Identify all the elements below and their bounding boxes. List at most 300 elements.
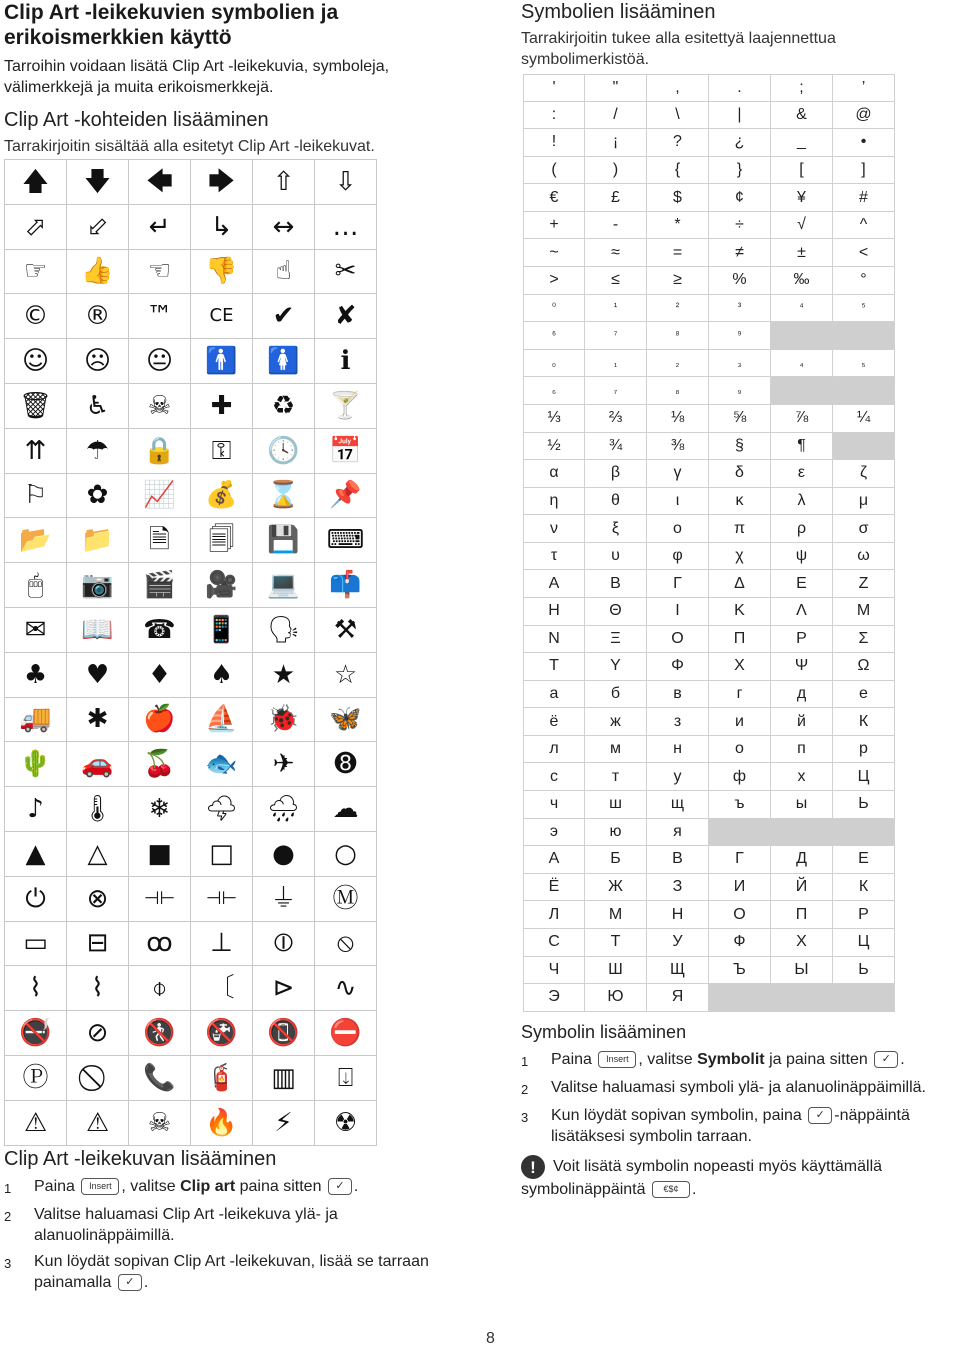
symbol-cell: , [647, 74, 709, 102]
rain-cloud-icon: 🌧 [253, 787, 315, 832]
switch-pole-icon: ⌇ [67, 966, 129, 1011]
symbol-cell: ’ [833, 74, 895, 102]
resistor-icon: ▭ [5, 922, 67, 967]
triangle-outline-icon: △ [67, 832, 129, 877]
flag-icon: ⚐ [5, 474, 67, 519]
symbol-cell: ⅞ [771, 405, 833, 433]
info-icon: ℹ [315, 339, 377, 384]
symbol-cell: ÷ [709, 212, 771, 240]
symbol-cell: ⅝ [709, 405, 771, 433]
symbol-cell: г [709, 681, 771, 709]
symbol-cell: Φ [647, 653, 709, 681]
thumbs-down-icon: 👎 [191, 250, 253, 295]
empty-symbol-cell [833, 819, 895, 847]
symbol-cell: ⁶ [523, 322, 585, 350]
page-title: Clip Art -leikekuvien symbolien ja erikoismerkkien käyttö [4, 1, 339, 49]
symbol-cell: К [833, 708, 895, 736]
open-folder-icon: 📂 [5, 518, 67, 563]
symbol-cell: Θ [585, 598, 647, 626]
symbol-cell: Ё [523, 874, 585, 902]
no-pedestrians-icon: 🚷 [129, 1011, 191, 1056]
symbol-cell: ε [771, 460, 833, 488]
symbol-cell: Ζ [833, 570, 895, 598]
symbol-cell: θ [585, 488, 647, 516]
butterfly-icon: 🦋 [315, 698, 377, 743]
hand-point-right-icon: ☞ [5, 250, 67, 295]
symbol-step-2 [521, 1077, 957, 1100]
no-phones-icon: 📵 [253, 1011, 315, 1056]
symbol-cell: Ι [647, 598, 709, 626]
barcode-sign-icon: ▥ [253, 1056, 315, 1101]
documents-icon: 🗐 [191, 518, 253, 563]
symbol-cell: Ц [833, 929, 895, 957]
symbol-key-icon: €$¢ [652, 1181, 690, 1198]
symbol-cell: ± [771, 239, 833, 267]
symbol-cell: Β [585, 570, 647, 598]
step-text: Valitse haluamasi symboli ylä- ja alanuolinäppäimillä. [551, 1079, 926, 1096]
transformer-icon: ⦶ [253, 922, 315, 967]
symbol-cell: Σ [833, 626, 895, 654]
car-icon: 🚗 [67, 742, 129, 787]
symbol-cell: \ [647, 102, 709, 130]
symbol-cell: χ [709, 543, 771, 571]
symbol-cell: ν [523, 515, 585, 543]
parking-icon: Ⓟ [5, 1056, 67, 1101]
book-icon: 📖 [67, 608, 129, 653]
symbol-cell: Н [647, 901, 709, 929]
exclamation-warning-icon: ⚠ [67, 1101, 129, 1146]
symbol-cell: ≥ [647, 267, 709, 295]
ellipsis-icon: … [315, 205, 377, 250]
symbol-cell: Ψ [771, 653, 833, 681]
symbol-cell: π [709, 515, 771, 543]
symbol-cell: и [709, 708, 771, 736]
symbol-cell: ¶ [771, 433, 833, 461]
symbol-cell: А [523, 846, 585, 874]
step-text: Paina [551, 1051, 592, 1068]
diamond-icon: ♦ [129, 653, 191, 698]
document-icon: 🗎 [129, 518, 191, 563]
right-column [521, 0, 957, 70]
symbol-cell: ₁ [585, 350, 647, 378]
symbol-cell: ; [771, 74, 833, 102]
prohibited-icon [67, 1056, 129, 1101]
laptop-icon: 💻 [253, 563, 315, 608]
power-icon: ⏻ [5, 877, 67, 922]
wheelchair-icon: ♿ [67, 384, 129, 429]
symbol-cell: х [771, 763, 833, 791]
push-pin-icon: 📌 [315, 474, 377, 519]
empty-symbol-cell [833, 377, 895, 405]
symbol-cell: - [585, 212, 647, 240]
symbol-cell: Χ [709, 653, 771, 681]
clipart-step-3 [4, 1251, 474, 1293]
bug-icon: 🐞 [253, 698, 315, 743]
symbol-cell: О [709, 901, 771, 929]
symbol-cell: Υ [585, 653, 647, 681]
ok-key-icon: ✓ [118, 1274, 142, 1291]
inductor-icon: ꝏ [129, 922, 191, 967]
lightning-cloud-icon: 🌩 [191, 787, 253, 832]
step-text: . [900, 1051, 905, 1068]
symbol-cell: ю [585, 819, 647, 847]
symbol-cell: . [709, 74, 771, 102]
symbol-cell: ² [647, 295, 709, 323]
symbols-description: Tarrakirjoitin tukee alla esitettyä laajennettua symbolimerkistöä. [521, 30, 836, 68]
club-icon: ♣ [5, 653, 67, 698]
empty-symbol-cell [709, 984, 771, 1012]
symbol-cell: Λ [771, 598, 833, 626]
symbol-cell: В [647, 846, 709, 874]
symbol-cell: % [709, 267, 771, 295]
symbol-cell: υ [585, 543, 647, 571]
symbol-cell: ζ [833, 460, 895, 488]
symbol-cell: ⁰ [523, 295, 585, 323]
step-text: Paina [34, 1178, 75, 1195]
symbol-cell: ≠ [709, 239, 771, 267]
symbol-cell: я [647, 819, 709, 847]
symbol-cell: Ъ [709, 957, 771, 985]
empty-symbol-cell [771, 322, 833, 350]
movie-camera-icon: 🎥 [191, 563, 253, 608]
circle-icon: ● [253, 832, 315, 877]
symbol-cell: Δ [709, 570, 771, 598]
symbol-cell: М [585, 901, 647, 929]
hand-point-left-icon: ☜ [129, 250, 191, 295]
diode-icon: ⊳ [253, 966, 315, 1011]
symbol-cell: / [585, 102, 647, 130]
clipart-step-2 [4, 1204, 474, 1246]
symbol-cell: Ο [647, 626, 709, 654]
trash-bin-icon: 🗑 [5, 384, 67, 429]
symbol-cell: н [647, 736, 709, 764]
symbol-cell: ⁸ [647, 322, 709, 350]
mailbox-icon: 📫 [315, 563, 377, 608]
clipart-add-heading: Clip Art -leikekuvan lisääminen [4, 1148, 277, 1170]
step-text: Valitse haluamasi Clip Art -leikekuva ylä- ja alanuolinäppäimillä. [34, 1206, 338, 1244]
alternating-current-icon: ∿ [315, 966, 377, 1011]
symbol-cell: ₄ [771, 350, 833, 378]
symbol-cell: < [833, 239, 895, 267]
symbol-cell: Ь [833, 791, 895, 819]
cross-icon: ✘ [315, 294, 377, 339]
scissors-icon: ✂ [315, 250, 377, 295]
clipart-add-section [4, 1147, 474, 1293]
symbol-cell: ¿ [709, 129, 771, 157]
symbol-cell: ° [833, 267, 895, 295]
star-icon: ★ [253, 653, 315, 698]
tip-text: Voit lisätä symbolin nopeasti myös käyttämällä symbolinäppäintä [521, 1158, 883, 1198]
symbol-cell: о [709, 736, 771, 764]
star-outline-icon: ☆ [315, 653, 377, 698]
symbol-cell: " [585, 74, 647, 102]
symbol-cell: £ [585, 184, 647, 212]
symbol-cell: Ρ [771, 626, 833, 654]
step-text: , valitse [121, 1178, 181, 1195]
symbol-cell: ч [523, 791, 585, 819]
step-text: , valitse [638, 1051, 698, 1068]
symbol-cell: ψ [771, 543, 833, 571]
symbol-cell: ≤ [585, 267, 647, 295]
symbol-cell: ₃ [709, 350, 771, 378]
symbol-cell: Ν [523, 626, 585, 654]
hand-point-up-icon: ☝ [253, 250, 315, 295]
symbol-cell: б [585, 681, 647, 709]
ground-icon: ⏚ [253, 877, 315, 922]
fire-extinguisher-icon: 🧯 [191, 1056, 253, 1101]
tip-text: . [691, 1181, 697, 1198]
corrosive-warning-icon: ⚠ [5, 1101, 67, 1146]
symbol-cell: ₆ [523, 377, 585, 405]
symbol-cell: ⁴ [771, 295, 833, 323]
triangle-icon: ▲ [5, 832, 67, 877]
symbol-cell: > [523, 267, 585, 295]
page-number: 8 [486, 1330, 495, 1347]
intro-text: Tarroihin voidaan lisätä Clip Art -leikekuvia, symboleja, välimerkkejä ja muita erikoismerkkejä. [4, 58, 390, 96]
thumbs-up-icon: 👍 [67, 250, 129, 295]
switch-curve-icon: 〔 [191, 966, 253, 1011]
symbol-cell: ι [647, 488, 709, 516]
hourglass-icon: ⌛ [253, 474, 315, 519]
chart-icon: 📈 [129, 474, 191, 519]
neutral-face-icon: 😐 [129, 339, 191, 384]
cloud-icon: ☁ [315, 787, 377, 832]
symbol-cell: ≈ [585, 239, 647, 267]
symbol-cell: ¢ [709, 184, 771, 212]
symbol-cell: п [771, 736, 833, 764]
symbol-cell: Ц [833, 763, 895, 791]
symbol-cell: ⁵ [833, 295, 895, 323]
symbol-cell: ₅ [833, 350, 895, 378]
symbol-cell: ¡ [585, 129, 647, 157]
camera-icon: 📷 [67, 563, 129, 608]
step-number: 3 [521, 1110, 529, 1125]
clock-icon: 🕓 [253, 429, 315, 474]
trademark-icon: ™ [129, 294, 191, 339]
symbol-cell: ξ [585, 515, 647, 543]
symbol-cell: @ [833, 102, 895, 130]
symbol-cell: Я [647, 984, 709, 1012]
symbol-cell: Τ [523, 653, 585, 681]
symbol-cell: § [709, 433, 771, 461]
flammable-warning-icon: 🔥 [191, 1101, 253, 1146]
symbol-cell: Й [771, 874, 833, 902]
symbol-cell: : [523, 102, 585, 130]
speaking-head-icon: 🗣 [253, 608, 315, 653]
symbol-step-1 [521, 1049, 957, 1072]
arrow-down-outline-icon: ⇩ [315, 160, 377, 205]
registered-icon: ® [67, 294, 129, 339]
symbol-cell: Γ [647, 570, 709, 598]
arrow-left-icon: 🡄 [129, 160, 191, 205]
step-text: Kun löydät sopivan symbolin, paina [551, 1107, 802, 1124]
capacitor-icon: ⊣⊢ [129, 877, 191, 922]
symbol-cell: И [709, 874, 771, 902]
square-icon: ■ [129, 832, 191, 877]
arrow-down-icon: 🡇 [67, 160, 129, 205]
symbol-cell: Ж [585, 874, 647, 902]
medical-cross-icon: ✚ [191, 384, 253, 429]
symbol-cell: √ [771, 212, 833, 240]
switch-open-icon: ⌇ [5, 966, 67, 1011]
symbol-cell: в [647, 681, 709, 709]
step-number: 3 [4, 1256, 12, 1271]
symbol-cell: ρ [771, 515, 833, 543]
empty-symbol-cell [833, 322, 895, 350]
symbol-cell: # [833, 184, 895, 212]
step-number: 1 [4, 1181, 12, 1196]
symbol-cell: Г [709, 846, 771, 874]
symbol-cell: ш [585, 791, 647, 819]
step-text: Kun löydät sopivan Clip Art -leikekuvan, lisää se tarraan painamalla [34, 1253, 429, 1291]
keep-dry-umbrella-icon: ☂ [67, 429, 129, 474]
symbol-cell: ₂ [647, 350, 709, 378]
symbol-cell: ⅜ [647, 433, 709, 461]
symbol-cell: ё [523, 708, 585, 736]
sailboat-icon: ⛵ [191, 698, 253, 743]
symbol-cell: ¾ [585, 433, 647, 461]
symbol-cell: Ф [709, 929, 771, 957]
symbol-cell: € [523, 184, 585, 212]
mobile-phone-icon: 📱 [191, 608, 253, 653]
empty-symbol-cell [833, 433, 895, 461]
airplane-icon: ✈ [253, 742, 315, 787]
ok-key-icon: ✓ [808, 1107, 832, 1124]
flower-icon: ✿ [67, 474, 129, 519]
left-column [4, 0, 480, 157]
tip-note [521, 1155, 957, 1200]
symbol-cell: Р [833, 901, 895, 929]
no-fire-icon: ⊘ [67, 1011, 129, 1056]
empty-symbol-cell [771, 377, 833, 405]
symbol-cell: С [523, 929, 585, 957]
symbol-cell: ф [709, 763, 771, 791]
symbol-cell: ‰ [771, 267, 833, 295]
empty-symbol-cell [771, 984, 833, 1012]
thermometer-icon: 🌡 [67, 787, 129, 832]
symbol-cell: ⁹ [709, 322, 771, 350]
symbol-cell: К [833, 874, 895, 902]
symbol-cell: η [523, 488, 585, 516]
fragile-glass-icon: 🍸 [315, 384, 377, 429]
return-arrow-icon: ↵ [129, 205, 191, 250]
symbol-cell: β [585, 460, 647, 488]
no-smoking-icon: 🚭 [5, 1011, 67, 1056]
symbol-cell: ₀ [523, 350, 585, 378]
symbol-cell: ⅓ [523, 405, 585, 433]
symbol-cell: ] [833, 157, 895, 185]
symbol-cell: σ [833, 515, 895, 543]
symbol-cell: э [523, 819, 585, 847]
symbol-cell: Б [585, 846, 647, 874]
high-voltage-warning-icon: ⚡ [253, 1101, 315, 1146]
symbol-cell: } [709, 157, 771, 185]
symbol-cell: щ [647, 791, 709, 819]
clipart-heading: Clip Art -kohteiden lisääminen [4, 109, 269, 131]
symbol-cell: Ш [585, 957, 647, 985]
recycle-icon: ♻ [253, 384, 315, 429]
woman-icon: 🚺 [253, 339, 315, 384]
symbol-cell: П [771, 901, 833, 929]
ok-key-icon: ✓ [874, 1051, 898, 1068]
empty-symbol-cell [771, 819, 833, 847]
symbol-cell: + [523, 212, 585, 240]
symbol-cell: ' [523, 74, 585, 102]
symbol-cell: Т [585, 929, 647, 957]
symbol-cell: ο [647, 515, 709, 543]
symbol-cell: Ч [523, 957, 585, 985]
symbol-cell: Д [771, 846, 833, 874]
symbol-cell: м [585, 736, 647, 764]
symbol-cell: ? [647, 129, 709, 157]
symbol-cell: Μ [833, 598, 895, 626]
symbol-cell: ω [833, 543, 895, 571]
symbol-cell: ж [585, 708, 647, 736]
symbol-cell: р [833, 736, 895, 764]
symbol-cell: Ь [833, 957, 895, 985]
capacitor-variable-icon: ⊣⊢ [191, 877, 253, 922]
skull-icon: ☠ [129, 384, 191, 429]
no-entry-icon: ⛔ [315, 1011, 377, 1056]
step-number: 2 [4, 1209, 12, 1224]
this-side-up-icon: ⇈ [5, 429, 67, 474]
arrow-up-icon: 🡅 [5, 160, 67, 205]
symbol-cell: а [523, 681, 585, 709]
symbol-cell: γ [647, 460, 709, 488]
transformer-crossed-icon: ⦸ [315, 922, 377, 967]
symbol-cell: & [771, 102, 833, 130]
arrow-up-outline-icon: ⇧ [253, 160, 315, 205]
arrow-right-icon: 🡆 [191, 160, 253, 205]
symbol-cell: Ю [585, 984, 647, 1012]
symbol-cell: У [647, 929, 709, 957]
symbol-step-3 [521, 1105, 957, 1147]
step-text: paina sitten [235, 1178, 322, 1195]
symbol-cell: Κ [709, 598, 771, 626]
phone-sign-icon: 📞 [129, 1056, 191, 1101]
fish-icon: 🐟 [191, 742, 253, 787]
clipart-description: Tarrakirjoitin sisältää alla esitetyt Clip Art -leikekuvat. [4, 138, 375, 155]
step-text: . [143, 1274, 149, 1291]
folder-icon: 📁 [67, 518, 129, 563]
symbol-cell: κ [709, 488, 771, 516]
symbol-cell: Ы [771, 957, 833, 985]
exclamation-icon: ! [521, 1155, 545, 1179]
symbol-cell: й [771, 708, 833, 736]
padlock-icon: 🔒 [129, 429, 191, 474]
apple-icon: 🍎 [129, 698, 191, 743]
calendar-icon: 📅 [315, 429, 377, 474]
symbol-cell: Π [709, 626, 771, 654]
step-number: 2 [521, 1082, 529, 1097]
floppy-disk-icon: 💾 [253, 518, 315, 563]
symbol-cell: Х [771, 929, 833, 957]
envelope-icon: ✉ [5, 608, 67, 653]
symbol-cell: λ [771, 488, 833, 516]
step-text: -näppäintä lisätäksesi symbolin tarraan. [551, 1107, 910, 1145]
symbol-cell: с [523, 763, 585, 791]
symbol-cell: ¼ [833, 405, 895, 433]
symbol-cell: μ [833, 488, 895, 516]
symbol-cell: τ [523, 543, 585, 571]
symbol-cell: ⅛ [647, 405, 709, 433]
toxic-warning-icon: ☠ [129, 1101, 191, 1146]
symbol-cell: з [647, 708, 709, 736]
square-outline-icon: □ [191, 832, 253, 877]
symbol-cell: ³ [709, 295, 771, 323]
symbol-cell: ½ [523, 433, 585, 461]
symbol-cell: Щ [647, 957, 709, 985]
